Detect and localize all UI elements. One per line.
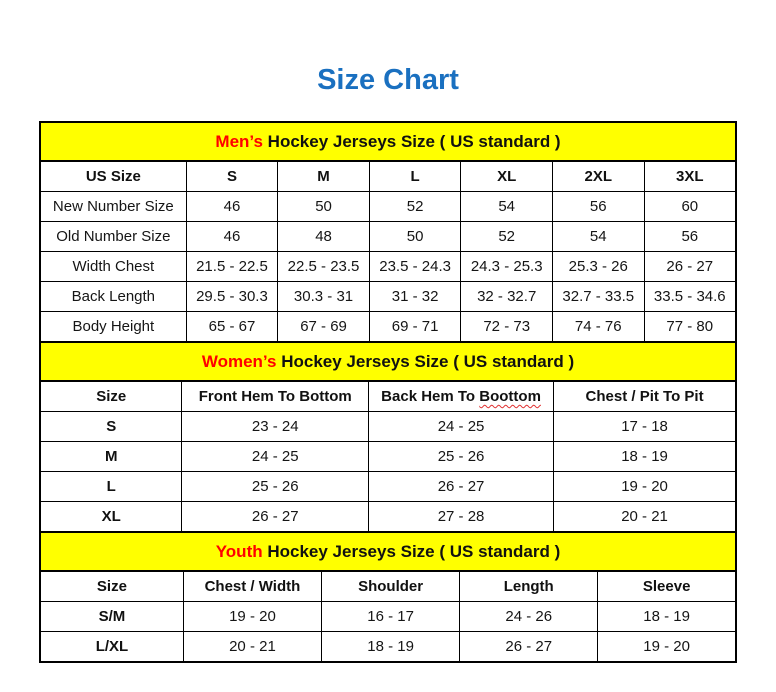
- womens-size-table: [39, 341, 737, 533]
- womens-caption-rest: Hockey Jerseys Size ( US standard ): [276, 351, 575, 371]
- mens-cell: 56: [644, 222, 736, 252]
- womens-cell: 18 - 19: [554, 442, 736, 472]
- womens-cell: 17 - 18: [554, 412, 736, 442]
- mens-cell: 54: [552, 222, 644, 252]
- womens-row-label: S: [40, 412, 182, 442]
- mens-table-row: [40, 252, 736, 282]
- mens-column-header: XL: [461, 161, 553, 192]
- mens-row-label: Width Chest: [40, 252, 186, 282]
- youth-caption-rest: Hockey Jerseys Size ( US standard ): [262, 541, 561, 561]
- womens-column-header: Front Hem To Bottom: [182, 381, 369, 412]
- mens-cell: 46: [186, 222, 278, 252]
- mens-column-header: M: [278, 161, 370, 192]
- mens-cell: 48: [278, 222, 370, 252]
- mens-row-label: Old Number Size: [40, 222, 186, 252]
- mens-cell: 74 - 76: [552, 312, 644, 343]
- mens-cell: 52: [461, 222, 553, 252]
- womens-row-label: XL: [40, 502, 182, 533]
- youth-row-label: S/M: [40, 602, 183, 632]
- youth-column-header: Chest / Width: [183, 571, 321, 602]
- youth-cell: 19 - 20: [183, 602, 321, 632]
- mens-cell: 26 - 27: [644, 252, 736, 282]
- mens-cell: 30.3 - 31: [278, 282, 370, 312]
- mens-cell: 67 - 69: [278, 312, 370, 343]
- womens-header-row: [40, 381, 736, 412]
- mens-cell: 21.5 - 22.5: [186, 252, 278, 282]
- womens-cell: 25 - 26: [368, 442, 553, 472]
- womens-table-row: [40, 472, 736, 502]
- womens-caption-highlight: Women’s: [201, 351, 277, 371]
- womens-row-label: L: [40, 472, 182, 502]
- youth-column-header: Shoulder: [322, 571, 460, 602]
- youth-header-row: [40, 571, 736, 602]
- womens-caption: [40, 342, 736, 381]
- mens-cell: 22.5 - 23.5: [278, 252, 370, 282]
- youth-cell: 18 - 19: [322, 632, 460, 663]
- mens-row-label: Back Length: [40, 282, 186, 312]
- womens-cell: 27 - 28: [368, 502, 553, 533]
- youth-column-header: Size: [40, 571, 183, 602]
- mens-cell: 50: [369, 222, 461, 252]
- mens-row-label: New Number Size: [40, 192, 186, 222]
- mens-cell: 72 - 73: [461, 312, 553, 343]
- mens-cell: 25.3 - 26: [552, 252, 644, 282]
- womens-misspelled-word: Boottom: [479, 388, 541, 405]
- mens-table-row: [40, 312, 736, 343]
- youth-table-row: [40, 632, 736, 663]
- mens-table-row: [40, 192, 736, 222]
- youth-cell: 24 - 26: [460, 602, 598, 632]
- mens-column-header: L: [369, 161, 461, 192]
- youth-caption-band: [40, 532, 736, 571]
- womens-column-header: [368, 381, 553, 412]
- youth-row-label: L/XL: [40, 632, 183, 663]
- womens-table-row: [40, 442, 736, 472]
- womens-cell: 24 - 25: [368, 412, 553, 442]
- page-title: Size Chart: [317, 64, 459, 96]
- mens-cell: 65 - 67: [186, 312, 278, 343]
- mens-table-row: [40, 282, 736, 312]
- mens-cell: 24.3 - 25.3: [461, 252, 553, 282]
- womens-cell: 25 - 26: [182, 472, 369, 502]
- womens-column-header: Chest / Pit To Pit: [554, 381, 736, 412]
- womens-column-header: Size: [40, 381, 182, 412]
- mens-cell: 52: [369, 192, 461, 222]
- youth-column-header: Sleeve: [598, 571, 736, 602]
- womens-table-row: [40, 502, 736, 533]
- mens-caption-band: [40, 122, 736, 161]
- youth-cell: 19 - 20: [598, 632, 736, 663]
- womens-table-row: [40, 412, 736, 442]
- size-tables-container: [39, 121, 737, 663]
- mens-cell: 50: [278, 192, 370, 222]
- mens-header-row: [40, 161, 736, 192]
- youth-cell: 20 - 21: [183, 632, 321, 663]
- mens-cell: 32 - 32.7: [461, 282, 553, 312]
- mens-cell: 32.7 - 33.5: [552, 282, 644, 312]
- youth-cell: 18 - 19: [598, 602, 736, 632]
- womens-column-header-text: Back Hem To: [381, 388, 480, 405]
- mens-cell: 69 - 71: [369, 312, 461, 343]
- womens-cell: 20 - 21: [554, 502, 736, 533]
- mens-column-header: 2XL: [552, 161, 644, 192]
- youth-table-row: [40, 602, 736, 632]
- youth-cell: 26 - 27: [460, 632, 598, 663]
- mens-cell: 54: [461, 192, 553, 222]
- mens-column-header: US Size: [40, 161, 186, 192]
- mens-cell: 77 - 80: [644, 312, 736, 343]
- youth-cell: 16 - 17: [322, 602, 460, 632]
- mens-cell: 29.5 - 30.3: [186, 282, 278, 312]
- womens-caption-band: [40, 342, 736, 381]
- mens-caption-rest: Hockey Jerseys Size ( US standard ): [262, 131, 561, 151]
- mens-table-row: [40, 222, 736, 252]
- mens-cell: 23.5 - 24.3: [369, 252, 461, 282]
- womens-cell: 26 - 27: [182, 502, 369, 533]
- mens-cell: 46: [186, 192, 278, 222]
- mens-size-table: [39, 121, 737, 343]
- womens-cell: 24 - 25: [182, 442, 369, 472]
- mens-cell: 56: [552, 192, 644, 222]
- mens-row-label: Body Height: [40, 312, 186, 343]
- youth-caption-highlight: Youth: [215, 541, 263, 561]
- womens-row-label: M: [40, 442, 182, 472]
- mens-cell: 31 - 32: [369, 282, 461, 312]
- mens-cell: 33.5 - 34.6: [644, 282, 736, 312]
- mens-column-header: 3XL: [644, 161, 736, 192]
- mens-cell: 60: [644, 192, 736, 222]
- womens-cell: 26 - 27: [368, 472, 553, 502]
- mens-caption: [40, 122, 736, 161]
- youth-caption: [40, 532, 736, 571]
- youth-column-header: Length: [460, 571, 598, 602]
- youth-size-table: [39, 531, 737, 663]
- mens-column-header: S: [186, 161, 278, 192]
- womens-cell: 19 - 20: [554, 472, 736, 502]
- mens-caption-highlight: Men’s: [215, 131, 263, 151]
- womens-cell: 23 - 24: [182, 412, 369, 442]
